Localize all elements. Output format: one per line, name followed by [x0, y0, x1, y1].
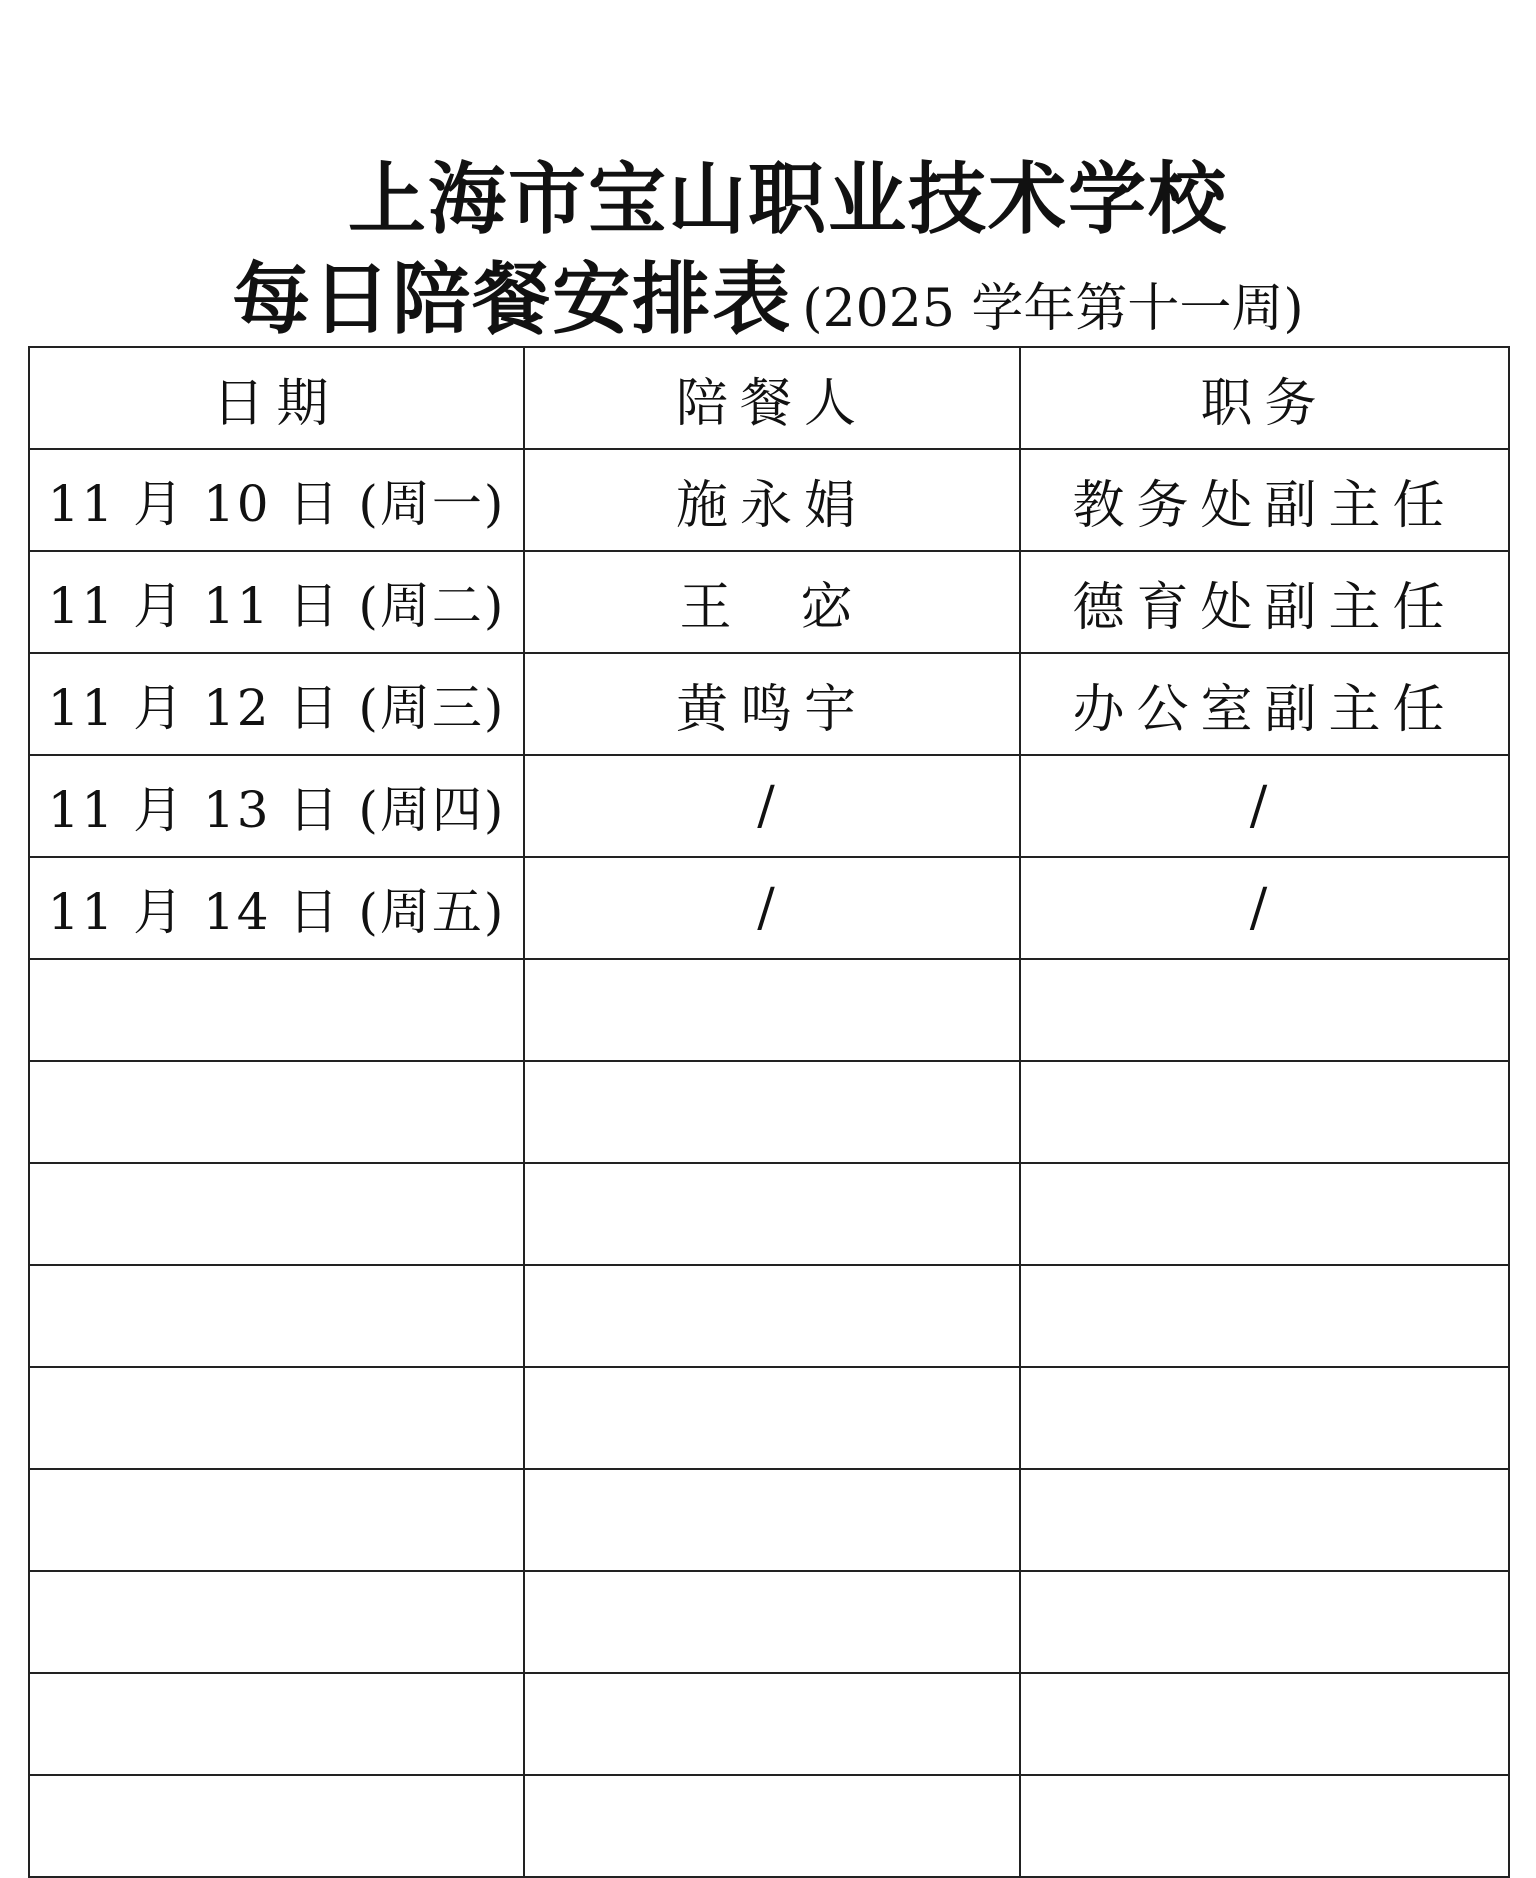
column-header-position: 职务 [1020, 347, 1509, 449]
position-cell: / [1020, 857, 1509, 959]
empty-cell [524, 1163, 1020, 1265]
person-cell: 黄鸣宇 [524, 653, 1020, 755]
empty-cell [524, 959, 1020, 1061]
empty-cell [1020, 1061, 1509, 1163]
empty-cell [1020, 1469, 1509, 1571]
table-row [29, 551, 1509, 653]
table-row [29, 653, 1509, 755]
blank-table-row [29, 1061, 1509, 1163]
empty-cell [1020, 1265, 1509, 1367]
school-name: 上海市宝山职业技术学校 [347, 155, 1228, 245]
table-row [29, 857, 1509, 959]
position-cell: 教务处副主任 [1020, 449, 1509, 551]
empty-cell [524, 1673, 1020, 1775]
date-cell: 11 月 11 日 (周二) [29, 551, 524, 653]
empty-cell [29, 959, 524, 1061]
date-cell: 11 月 14 日 (周五) [29, 857, 524, 959]
empty-cell [1020, 1775, 1509, 1877]
date-cell: 11 月 12 日 (周三) [29, 653, 524, 755]
empty-cell [524, 1469, 1020, 1571]
table-title-week: (2025 学年第十一周) [802, 279, 1304, 339]
document-title [0, 150, 1536, 359]
empty-cell [524, 1265, 1020, 1367]
empty-cell [1020, 1673, 1509, 1775]
person-cell: 施永娟 [524, 449, 1020, 551]
empty-cell [29, 1367, 524, 1469]
empty-cell [29, 1673, 524, 1775]
empty-cell [1020, 1163, 1509, 1265]
empty-cell [1020, 1571, 1509, 1673]
date-cell: 11 月 10 日 (周一) [29, 449, 524, 551]
empty-cell [29, 1163, 524, 1265]
blank-table-row [29, 1469, 1509, 1571]
position-cell: / [1020, 755, 1509, 857]
blank-table-row [29, 1163, 1509, 1265]
position-cell: 德育处副主任 [1020, 551, 1509, 653]
empty-cell [1020, 1367, 1509, 1469]
empty-cell [29, 1469, 524, 1571]
blank-table-row [29, 1265, 1509, 1367]
table-title [0, 250, 1536, 359]
person-cell: / [524, 857, 1020, 959]
empty-cell [524, 1571, 1020, 1673]
blank-table-row [29, 1571, 1509, 1673]
table-header-row [29, 347, 1509, 449]
blank-table-row [29, 959, 1509, 1061]
table-row [29, 449, 1509, 551]
blank-table-row [29, 1775, 1509, 1877]
empty-cell [524, 1367, 1020, 1469]
empty-cell [29, 1265, 524, 1367]
table-row [29, 755, 1509, 857]
blank-table-row [29, 1367, 1509, 1469]
person-cell: 王 宓 [524, 551, 1020, 653]
empty-cell [29, 1775, 524, 1877]
column-header-person: 陪餐人 [524, 347, 1020, 449]
blank-table-row [29, 1673, 1509, 1775]
table-title-main: 每日陪餐安排表 [232, 255, 793, 345]
empty-cell [29, 1571, 524, 1673]
position-cell: 办公室副主任 [1020, 653, 1509, 755]
empty-cell [1020, 959, 1509, 1061]
empty-cell [524, 1061, 1020, 1163]
empty-cell [29, 1061, 524, 1163]
column-header-date: 日期 [29, 347, 524, 449]
meal-schedule-table [28, 346, 1510, 1878]
person-cell: / [524, 755, 1020, 857]
date-cell: 11 月 13 日 (周四) [29, 755, 524, 857]
empty-cell [524, 1775, 1020, 1877]
